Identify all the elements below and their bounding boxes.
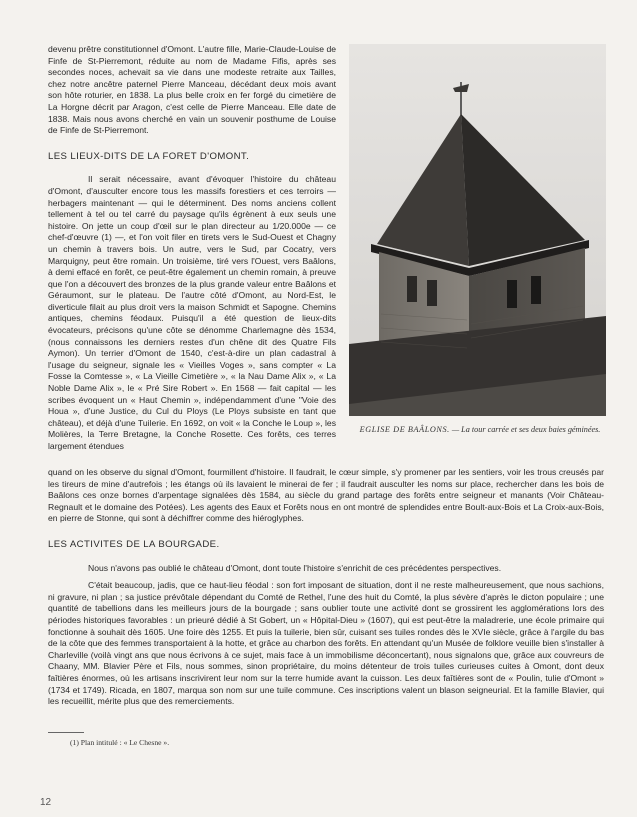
church-tower-photo bbox=[349, 44, 606, 416]
section-heading-activites: LES ACTIVITES DE LA BOURGADE. bbox=[48, 538, 220, 550]
caption-title: EGLISE DE BAÂLONS. bbox=[359, 425, 450, 434]
photo-caption bbox=[355, 425, 605, 435]
footnote-rule bbox=[48, 732, 84, 733]
lieux-dits-continuation: quand on les observe du signal d'Omont, fourmillent d'histoire. Il faudrait, le cœur simple, s'y promener par les sentiers, voir les trous creusés par les tireurs de mine d'autrefois ; les étangs où ils lavaient le minerai de fer ; il faudrait ausculter les noms sur place, rechercher dans les bois de Baâlons ces onze bornes d'arpentage signalées dès 1584, au siècle du grand partage des forêts entre seigneur et manants (Voir Château-Regnault et le domaine des Potées). Les agents des Eaux et Forêts nous en ont montré de splendides entre Boult-aux-Bois et La Croix-aux-Bois, en pierre de Stonne, qui sont à déchiffrer comme des hiéroglyphes. bbox=[48, 467, 604, 524]
left-column bbox=[48, 44, 336, 453]
activites-paragraph-2: C'était beaucoup, jadis, que ce haut-lieu féodal : son fort imposant de situation, dont il ne reste malheureusement, que nous sachions, ni gravure, ni plan ; sa justice prévôtale dépendant du Comté de Rethel, l'une des huit du Comté, la plus sévère d'après le dicton populaire ; une quantité de tabellions dans les meilleurs jours de la bourgade ; sans oublier toute une activité dont se grossirent les agglomérations lors des périodes historiques favorables : un prieuré dédié à St Gobert, un « Hôpital-Dieu » (1607), qui est peut-être la maladrerie, une école primaire qui fonctionne à souhait dès 1605. Une foire dès 1255. Et puis la tuilerie, bien sûr, cuisant ses tuiles rondes dès le XVIe siècle, grâce à l'argile du bas de la côte que des femmes transportaient à la hotte, et grâce au charbon des forêts. En attendant qu'un Musée de folklore veuille bien s'installer à Charleville (voilà vingt ans que nous écrivons à ce sujet, mais face à un immobilisme déconcertant), nous signalons que, grâce aux couvreurs de Chaany, MM. Blavier Père et Fils, nous sommes, sinon propriétaire, du moins détenteur de trois tuiles curieuses cuites à Omont, dont deux faîtières énormes, où les artisans inscrivirent leur nom sur la terre humide avant la cuisson. Les deux faîtières sont de « Poulin, tulie d'Omont » (1734 et 1749). Ricada, en 1807, marqua son nom sur une tuile commune. Ces inscriptions valent un blason seigneurial. Et la famille Blavier, qui les recueillit, mérite plus que des remerciements. bbox=[48, 580, 604, 707]
caption-text: — La tour carrée et ses deux baies géminées. bbox=[449, 425, 601, 434]
full-width-continuation bbox=[48, 467, 604, 708]
page-number: 12 bbox=[40, 797, 52, 808]
footnote: (1) Plan intitulé : « Le Chesne ». bbox=[70, 738, 170, 747]
lieux-dits-paragraph: Il serait nécessaire, avant d'évoquer l'histoire du château d'Omont, d'ausculter encore tous les massifs forestiers et ces terroirs — herbagers maintenant — qui le déterminent. Des noms anciens collent tellement à tel ou tel carré du paysage qu'ils égrènent à eux seuls une histoire. On jette un coup d'œil sur le plan directeur au 1/20.000e — ce chef-d'œuvre (1) —, et l'on voit filer en tirets vers le Sud-Ouest et Chagny un chemin à travers bois. Un autre, vers le Sud, par Cocatry, vers Marquigny, peut être romain. Un troisième, tiré vers l'Ouest, vers Baâlons, à demi effacé en forêt, ce peut-être également un chemin romain, à preuve que l'on a découvert des bronzes de la plus grande valeur entre Baâlons et Géraumont, sur le plateau. De l'autre côté d'Omont, au Nord-Est, le diverticule filait au plus droit vers la maison Schmidt et Sapogne. Chemins antiques, chemins féodaux. Puisqu'il a été question de lieux-dits évocateurs, précisons qu'une côte se dénomme Charlemagne dès 1534, (nous connaissons les derniers restes d'un chêne dit des Quatre Fils Aymon). Un terrier d'Omont de 1540, c'est-à-dire un plan cadastral à l'usage du seigneur, signale les « Vieilles Voges », sans compter « La Fosse la Comtesse », « La Vieille Cimetière », « la Nau Dame Alix », « La Noble Dame Alix », le « Pré Sire Robert ». En 1568 — fait capital — les scribes évoquent un « Haut Chemin », indépendamment d'une "Voie des Houa », d'une Justice, du Cul du Ploys (Le Ploys subsiste en tant que château), et déjà d'une Tuilerie. En 1692, on voit « la Conche le Loup », les Molières, la Terre Bretagne, la Conche Rosette. Ces forêts, ces terres largement étendues bbox=[48, 174, 336, 451]
activites-paragraph-1: Nous n'avons pas oublié le château d'Omont, dont toute l'histoire s'enrichit de ces précédentes perspectives. bbox=[88, 562, 502, 573]
section-heading-lieux-dits: LES LIEUX-DITS DE LA FORET D'OMONT. bbox=[48, 150, 250, 162]
intro-paragraph: devenu prêtre constitutionnel d'Omont. L'autre fille, Marie-Claude-Louise de Finfe de St-Pierremont, réduite au nom de Madame Fifis, après ses secondes noces, achevait sa vie dans une modeste retraite aux Tailles, chez notre ancêtre paternel Pierre Manceau, décédant deux mois avant son hôte roturier, en 1838. La plus belle croix en fer forgé du cimetière de La Horgne décrit par Aragon, c'est celle de Pierre Manceau. Elle date de 1838. Mais nous avons cherché en vain un souvenir posthume de Louise de Finfe de St-Pierremont. bbox=[48, 44, 336, 136]
